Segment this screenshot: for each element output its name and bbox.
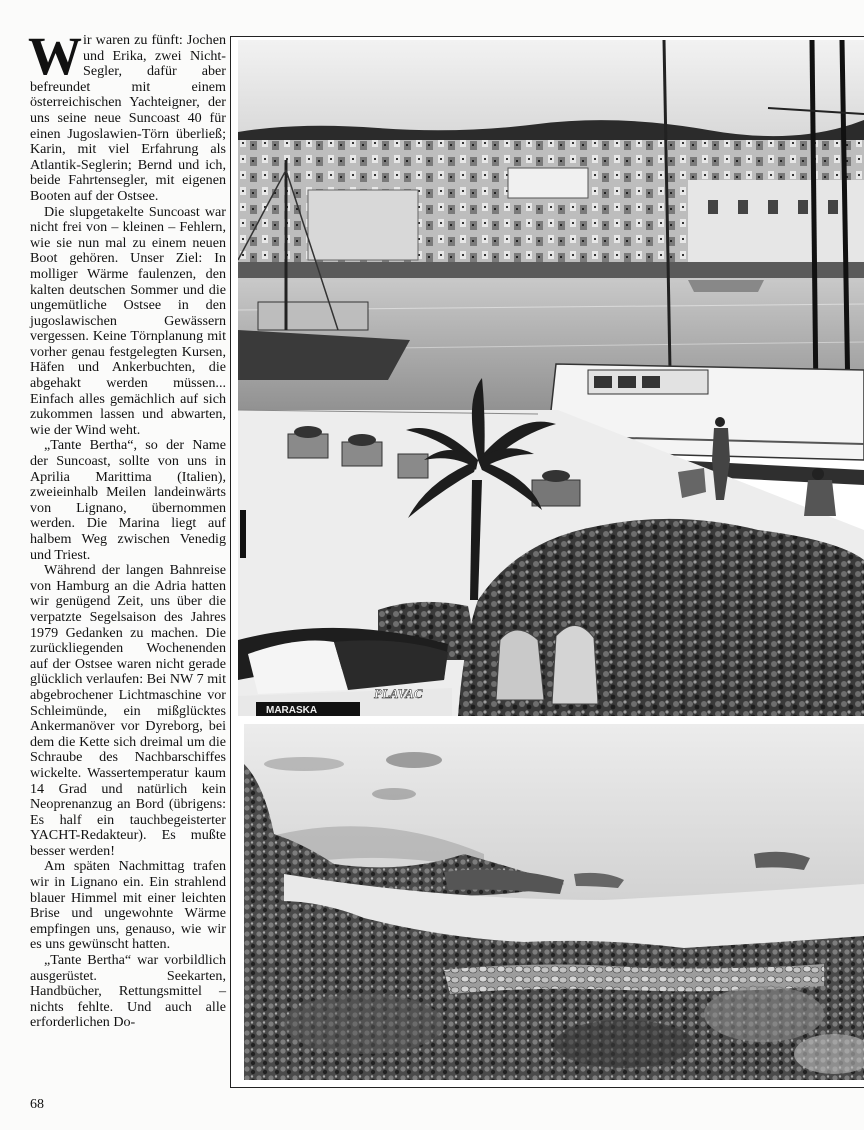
article-column	[28, 26, 226, 1031]
article-paragraph-1	[28, 26, 226, 205]
article-paragraph-1-text: ir waren zu fünft: Jochen und Erika, zwei Nicht-Segler, dafür aber befreundet mit einem österreichischen Yachteigner, der uns seine neue Suncoast 40 für einen Jugoslawien-Törn überließ; Karin, mit viel Erfahrung als Atlantik-Seglerin; Bernd und ich, beide Fahrtensegler, mit eigenen Booten auf der Ostsee.	[30, 32, 226, 204]
umbrella-text-maraska: MARASKA	[266, 705, 318, 716]
harbour-photo	[238, 40, 864, 716]
coast-photo-illustration	[244, 724, 864, 1080]
harbour-photo-illustration	[238, 40, 864, 716]
article-paragraph-5: Am späten Nachmittag trafen wir in Lignano ein. Ein strahlend blauer Himmel mit einer leichten Brise und ungewohnte Wärme empfingen uns, genauso, wie wir es uns gewünscht hatten.	[30, 858, 226, 953]
article-paragraph-3: „Tante Bertha“, so der Name der Suncoast, sollte von uns in Aprilia Marittima (Italien), zweieinhalb Meilen landeinwärts von Lignano, übernommen werden. Die Marina liegt auf halbem Weg zwischen Venedig und Triest.	[30, 437, 226, 563]
page-number: 68	[30, 1097, 44, 1112]
umbrella-text-plavac: PLAVAC	[374, 686, 423, 701]
article-paragraph-4: Während der langen Bahnreise von Hamburg an die Adria hatten wir genügend Zeit, uns über die verpatzte Segelsaison des Jahres 1979 Gedanken zu machen. Die zurückliegenden Wochenenden auf der Ostsee waren nicht gerade glücklich verlaufen: Bei NW 7 mit abgebrochener Lichtmaschine vor Schleimünde, ein mißglücktes Ankermanöver vor Dyreborg, bei dem die Kette sich dreimal um die Schraube des Nachbarschiffes wickelte. Wassertemperatur kaum 14 Grad und natürlich kein Neoprenanzug an Bord (übrigens: Es half ein tauchbegeisterter YACHT-Redakteur). Es mußte besser werden!	[30, 562, 226, 859]
coast-photo	[244, 724, 864, 1080]
article-paragraph-2: Die slupgetakelte Suncoast war nicht frei von – kleinen – Fehlern, wie sie nun mal zu einem neuen Boot gehören. Unser Ziel: In molliger Wärme faulenzen, den kalten deutschen Sommer und die ungemütliche Ostsee in den jugoslawischen Gewässern vergessen. Keine Törnplanung mit vorher genau festgelegten Kursen, Häfen und Ankerbuchten, die abgehakt werden müssen... Einfach alles gemächlich auf sich zukommen lassen und abwarten, wie der Wind weht.	[30, 203, 226, 438]
drop-cap: W	[28, 26, 80, 86]
article-paragraph-6: „Tante Bertha“ war vorbildlich ausgerüstet. Seekarten, Handbücher, Rettungsmittel – nichts fehlte. Und auch alle erforderlichen Do-	[30, 952, 226, 1031]
